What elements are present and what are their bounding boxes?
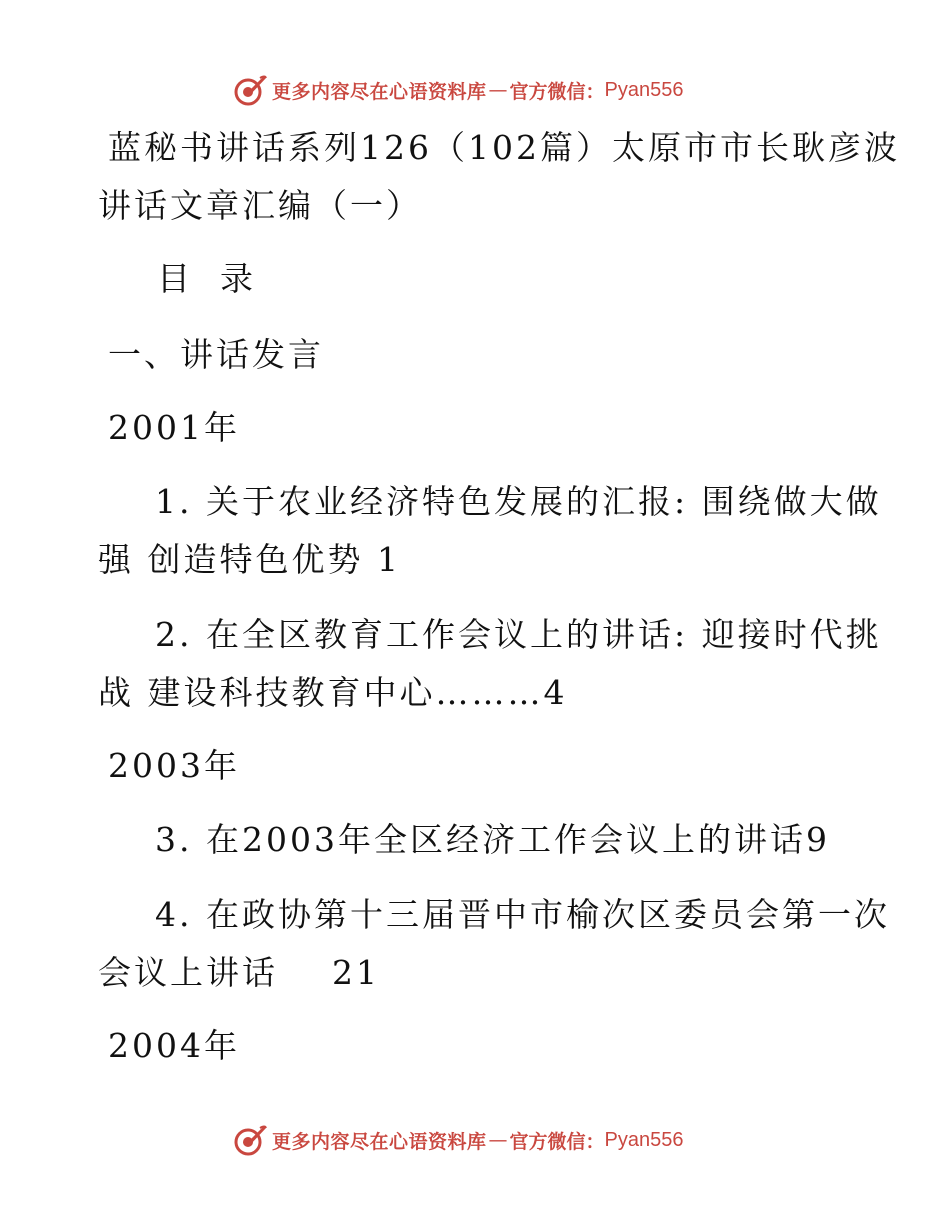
year-heading-2003: 2003年: [108, 746, 240, 785]
document-title-line2: 讲话文章汇编（一）: [98, 186, 422, 225]
toc-item-3: 3. 在2003年全区经济工作会议上的讲话9: [155, 820, 830, 859]
toc-item-1-line2: 强 创造特色优势 1: [98, 540, 401, 579]
year-heading-2004: 2004年: [108, 1026, 240, 1065]
quill-logo-icon: [232, 1122, 268, 1158]
watermark-wechat-label: 官方微信：: [509, 1130, 605, 1153]
year-heading-2001: 2001年: [108, 408, 240, 447]
watermark-site-text: 更多内容尽在心语资料库: [272, 1130, 487, 1153]
toc-item-2-line1: 2. 在全区教育工作会议上的讲话: 迎接时代挑: [155, 615, 882, 654]
watermark-wechat-label: 官方微信：: [509, 80, 605, 103]
toc-heading: 目 录: [157, 259, 256, 298]
watermark-wechat-id: Pyan556: [604, 78, 684, 101]
toc-item-1-line1: 1. 关于农业经济特色发展的汇报: 围绕做大做: [155, 482, 882, 521]
toc-item-4-line2: 会议上讲话 21: [98, 953, 380, 992]
document-title-line1: 蓝秘书讲话系列126（102篇）太原市市长耿彦波: [108, 128, 900, 167]
section-heading-speeches: 一、讲话发言: [108, 335, 324, 374]
watermark-wechat-id: Pyan556: [604, 1128, 684, 1151]
watermark-banner-bottom: [232, 1120, 684, 1160]
watermark-dash: —: [488, 79, 508, 101]
watermark-site-text: 更多内容尽在心语资料库: [272, 80, 487, 103]
watermark-dash: —: [488, 1129, 508, 1151]
toc-item-2-line2: 战 建设科技教育中心………4: [98, 673, 568, 712]
quill-logo-icon: [232, 72, 268, 108]
watermark-banner-top: [232, 70, 684, 110]
toc-item-4-line1: 4. 在政协第十三届晋中市榆次区委员会第一次: [155, 895, 890, 934]
